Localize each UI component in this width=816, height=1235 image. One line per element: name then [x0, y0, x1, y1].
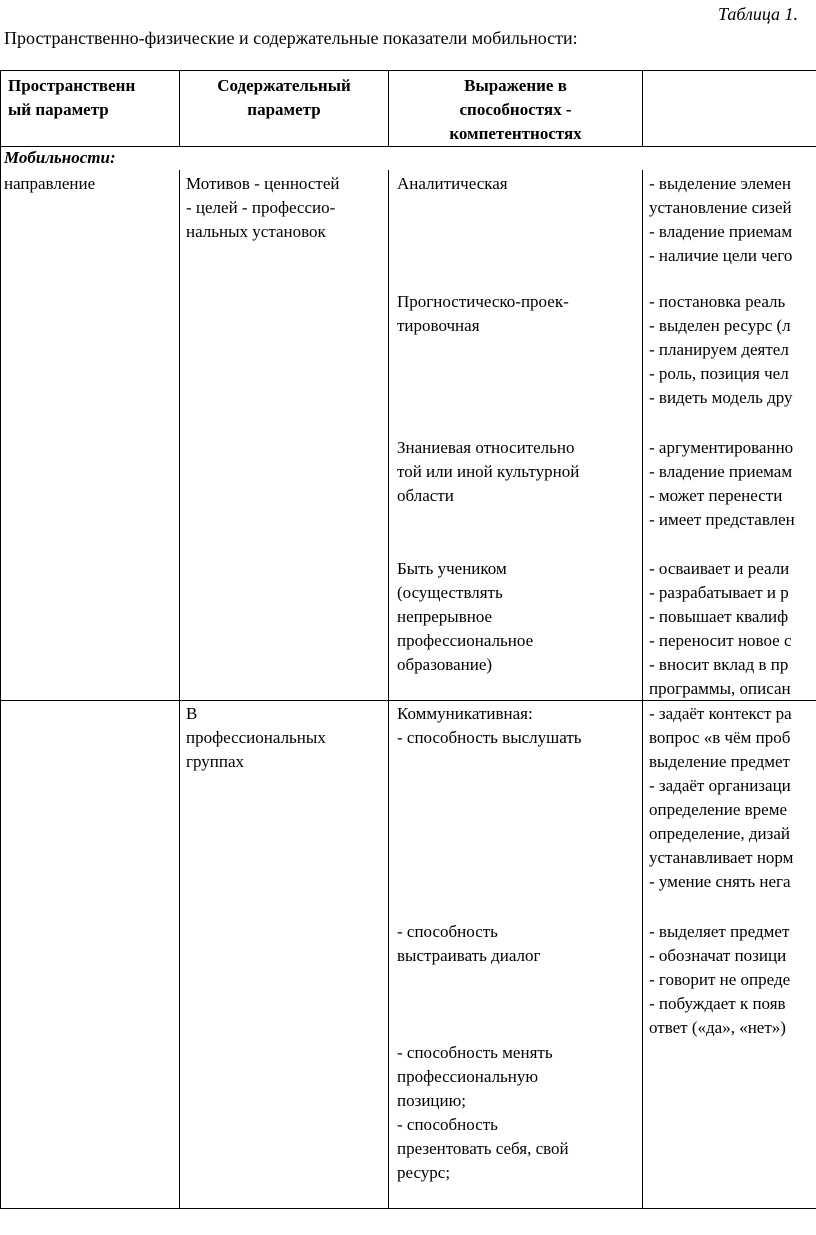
header-bottom-border: [0, 146, 816, 147]
row1-indicators-analytical: - выделение элемен установление сизей - владение приемам - наличие цели чего: [649, 174, 793, 265]
row1-indicators-knowledge: - аргументированно - владение приемам - может перенести - имеет представлен: [649, 438, 795, 529]
row2-content-parameter: В профессиональных группах: [186, 704, 326, 771]
row2-competence-communicative: Коммуникативная: - способность выслушать: [397, 704, 582, 747]
row1-indicators-prognostic: - постановка реаль - выделен ресурс (л - планируем деятел - роль, позиция чел - видеть модель дру: [649, 292, 793, 407]
table-bottom-border: [0, 1208, 816, 1209]
row2-competence-dialogue: - способность выстраивать диалог: [397, 922, 541, 965]
header-competence-expression: Выражение в способностях - компетентностях: [449, 76, 582, 143]
row1-indicators-learner: - осваивает и реали - разрабатывает и р - повышает квалиф - переносит новое с - вносит вклад в пр программы, описан: [649, 559, 792, 698]
row1-content-parameter: Мотивов - ценностей - целей - профессио- нальных установок: [186, 174, 340, 241]
col-border-1: [179, 170, 180, 1209]
row1-spatial-parameter: направление: [4, 174, 96, 193]
col-border-3: [642, 170, 643, 1209]
col-border-3-header: [642, 70, 643, 147]
table-caption: Таблица 1.: [718, 4, 799, 24]
row1-competence-knowledge: Знаниевая относительно той или иной культурной области: [397, 438, 580, 505]
row2-competence-position-change: - способность менять профессиональную позицию; - способность презентовать себя, свой ресурс;: [397, 1043, 569, 1182]
document-title: Пространственно-физические и содержательные показатели мобильности:: [4, 28, 578, 48]
header-content-parameter: Содержательный параметр: [217, 76, 351, 119]
header-spatial-parameter: Пространственн ый параметр: [8, 76, 136, 119]
col-border-left: [0, 70, 1, 1209]
row1-competence-analytical: Аналитическая: [397, 174, 508, 193]
mobility-table: [0, 70, 816, 1210]
row2-indicators-communicative: - задаёт контекст ра вопрос «в чём проб выделение предмет - задаёт организаци определение време определение, дизай устанавливает норм - умение снять нега: [649, 704, 794, 891]
row2-indicators-dialogue: - выделяет предмет - обозначат позици - говорит не опреде - побуждает к появ ответ («да», «нет»): [649, 922, 791, 1037]
section-label: Мобильности:: [4, 148, 116, 167]
table-top-border: [0, 70, 816, 71]
row1-competence-prognostic: Прогностическо-проек- тировочная: [397, 292, 569, 335]
row1-competence-learner: Быть учеником (осуществлять непрерывное профессиональное образование): [397, 559, 534, 674]
col-border-2: [388, 170, 389, 1209]
